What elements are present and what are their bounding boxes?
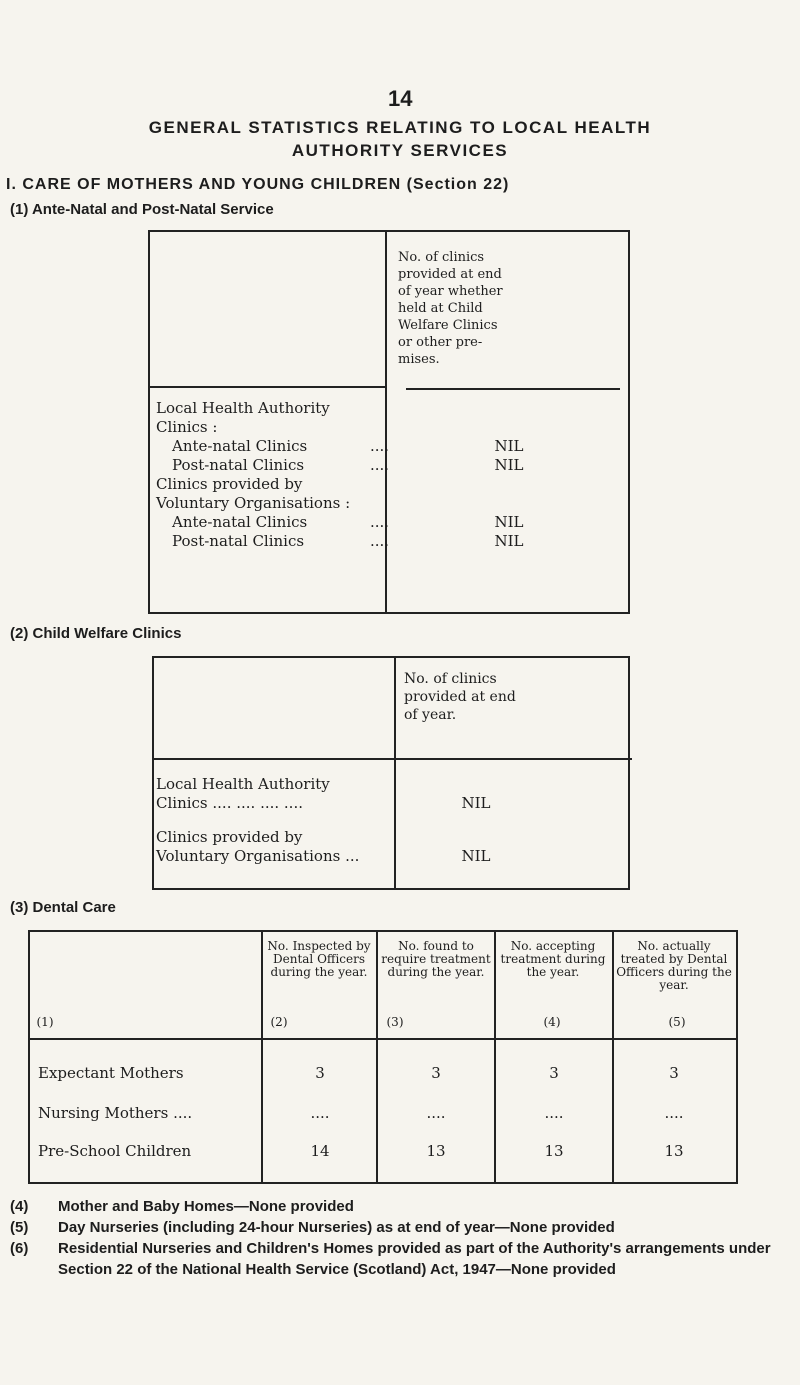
sub1-heading: (1) Ante-Natal and Post-Natal Service bbox=[10, 201, 274, 218]
child-welfare-row-2: Clinics provided by Voluntary Organisations ... bbox=[156, 828, 360, 865]
table-row: Clinics provided by bbox=[156, 475, 303, 493]
table-row: Post-natal Clinics .... NIL bbox=[172, 456, 524, 474]
dental-num-4: (4) bbox=[543, 1015, 561, 1029]
section-heading: I. CARE OF MOTHERS AND YOUNG CHILDREN (Section 22) bbox=[6, 176, 510, 193]
sub3-heading: (3) Dental Care bbox=[10, 899, 116, 916]
table-row: Local Health Authority bbox=[156, 399, 330, 417]
table-cell: 13 bbox=[664, 1142, 684, 1160]
footnote-5: (5) Day Nurseries (including 24-hour Nurseries) as at end of year—None provided bbox=[10, 1219, 615, 1236]
footnote-4: (4) Mother and Baby Homes—None provided bbox=[10, 1198, 354, 1215]
child-welfare-value-1: NIL bbox=[461, 794, 491, 812]
footnotes bbox=[10, 1196, 780, 1280]
antenatal-col-header: No. of clinics provided at end of year whether held at Child Welfare Clinics or other pre- mises. bbox=[398, 250, 503, 367]
table-row: Ante-natal Clinics .... NIL bbox=[172, 437, 524, 455]
table-cell: .... bbox=[664, 1104, 684, 1122]
table-cell: 3 bbox=[669, 1064, 679, 1082]
sub2-heading: (2) Child Welfare Clinics bbox=[10, 625, 182, 642]
table-cell: 14 bbox=[310, 1142, 330, 1160]
table-row: Voluntary Organisations : bbox=[156, 494, 351, 512]
table-row: Pre-School Children bbox=[38, 1142, 192, 1160]
dental-header-5: No. actually treated by Dental Officers during the year. bbox=[616, 939, 732, 992]
footnote-6: (6) Residential Nurseries and Children's Homes provided as part of the Authority's arrangements under Section 22 of the National Health Service (Scotland) Act, 1947—None provided bbox=[10, 1240, 771, 1278]
table-row: Clinics : bbox=[156, 418, 218, 436]
dental-num-1: (1) bbox=[36, 1015, 54, 1029]
dental-header-3: No. found to require treatment during the year. bbox=[381, 939, 491, 979]
table-cell: .... bbox=[544, 1104, 564, 1122]
dental-header-2: No. Inspected by Dental Officers during the year. bbox=[267, 939, 371, 979]
table-cell: 3 bbox=[549, 1064, 559, 1082]
table-row: Post-natal Clinics .... NIL bbox=[172, 532, 524, 550]
table-row: Ante-natal Clinics .... NIL bbox=[172, 513, 524, 531]
dental-header-4: No. accepting treatment during the year. bbox=[500, 939, 606, 979]
table-row: Expectant Mothers bbox=[38, 1064, 184, 1082]
table-cell: .... bbox=[310, 1104, 330, 1122]
child-welfare-value-2: NIL bbox=[461, 847, 491, 865]
table-row: Nursing Mothers .... bbox=[38, 1104, 193, 1122]
antenatal-rows bbox=[156, 399, 626, 551]
dental-num-3: (3) bbox=[386, 1015, 404, 1029]
table-cell: 3 bbox=[431, 1064, 441, 1082]
dental-num-2: (2) bbox=[270, 1015, 288, 1029]
table-cell: 3 bbox=[315, 1064, 325, 1082]
dental-num-5: (5) bbox=[668, 1015, 686, 1029]
table-cell: .... bbox=[426, 1104, 446, 1122]
page-number: 14 bbox=[388, 86, 413, 111]
page-title-line2: AUTHORITY SERVICES bbox=[291, 141, 509, 160]
table-cell: 13 bbox=[544, 1142, 564, 1160]
page-title-line1: GENERAL STATISTICS RELATING TO LOCAL HEALTH bbox=[148, 118, 652, 137]
table-cell: 13 bbox=[426, 1142, 446, 1160]
child-welfare-col-header: No. of clinics provided at end of year. bbox=[404, 671, 516, 723]
child-welfare-row-1: Local Health Authority Clinics .... .... .... .... bbox=[156, 775, 330, 812]
